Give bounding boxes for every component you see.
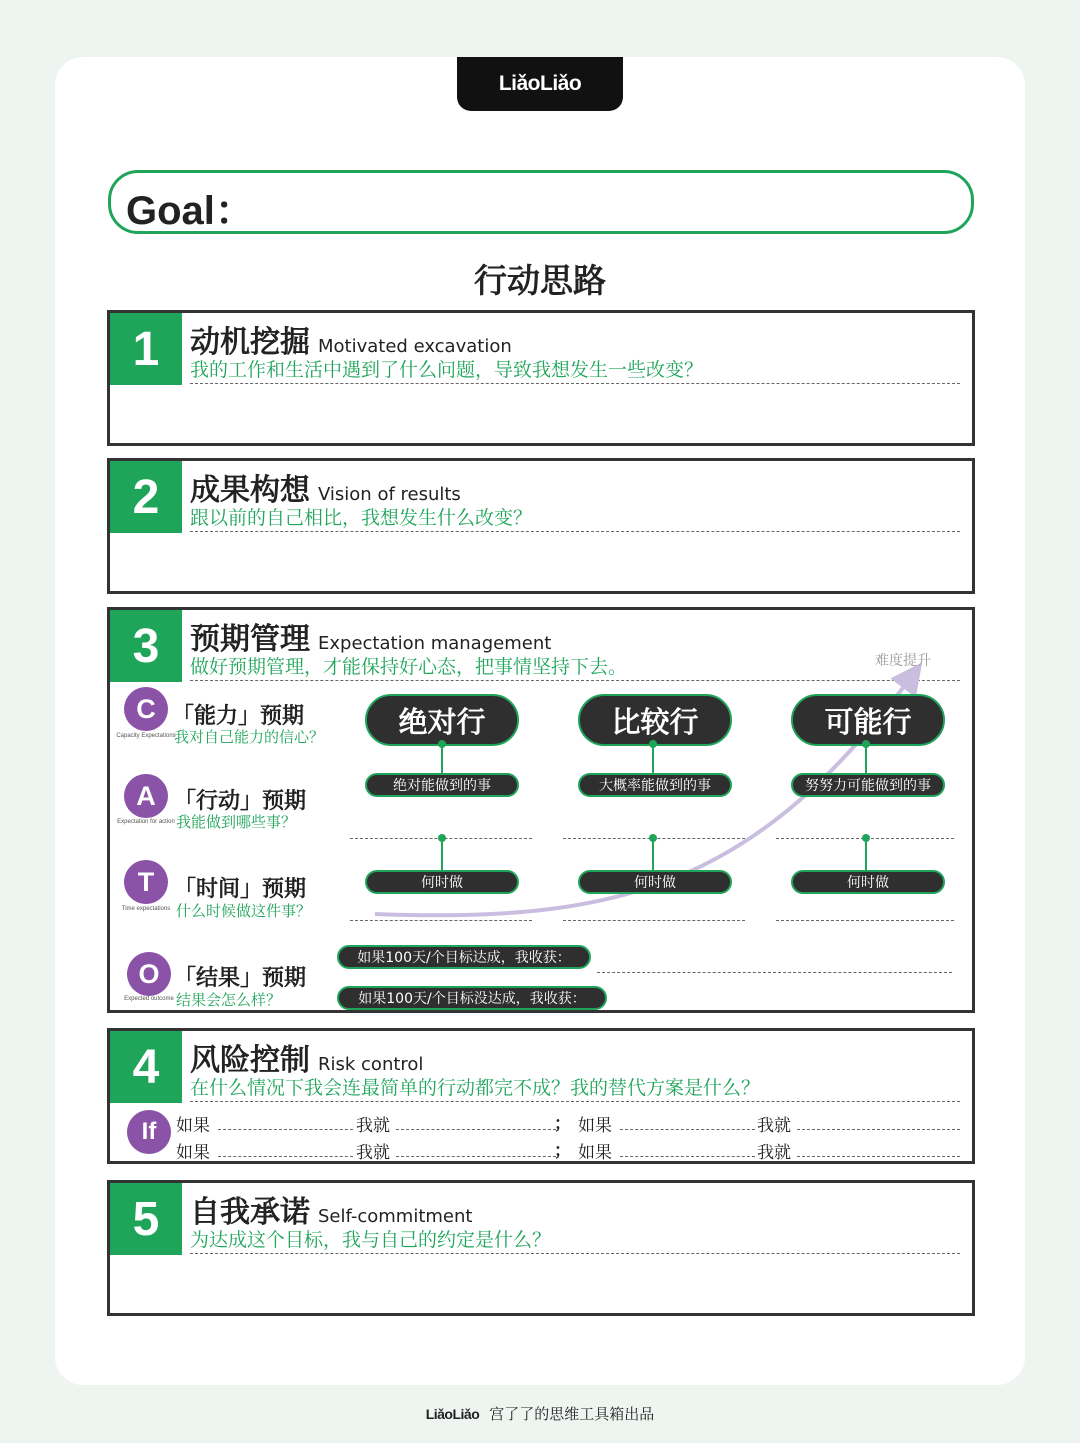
then-label: 我就	[757, 1116, 791, 1136]
level-possible-button[interactable]: 可能行	[791, 694, 945, 746]
section-question: 跟以前的自己相比，我想发生什么改变？	[190, 507, 533, 529]
section-title-en: Expectation management	[318, 633, 552, 654]
connector	[652, 838, 654, 873]
connector	[441, 838, 443, 873]
section-title-en: Risk control	[318, 1054, 424, 1075]
footer-logo: LiǎoLiǎo	[425, 1406, 480, 1422]
section-title-en: Motivated excavation	[318, 336, 512, 357]
section-number: 5	[110, 1183, 182, 1255]
page-title: 行动思路	[474, 261, 606, 300]
if-badge-icon: If	[127, 1110, 171, 1154]
outcome-success-line[interactable]	[597, 972, 952, 973]
expectation-title: 「能力」预期	[172, 704, 305, 729]
badge-caption: Expectation for action	[117, 819, 175, 825]
section-title-cn: 成果构想	[190, 473, 310, 508]
section-question: 在什么情况下我会连最简单的行动都完不成？我的替代方案是什么？	[190, 1077, 761, 1099]
expectation-title: 「结果」预期	[174, 966, 307, 991]
connector-dot	[438, 740, 446, 748]
section-expectation	[107, 607, 975, 1013]
if-blank[interactable]	[218, 1129, 353, 1130]
footer	[0, 1403, 1080, 1424]
then-label: 我就	[356, 1116, 390, 1136]
then-blank[interactable]	[396, 1156, 556, 1157]
connector	[865, 746, 867, 776]
badge-caption: Expected outcome	[124, 996, 174, 1002]
section-question: 我的工作和生活中遇到了什么问题，导致我想发生一些改变？	[190, 359, 704, 381]
section-title-cn: 风险控制	[190, 1043, 310, 1078]
time-pill: 何时做	[578, 870, 732, 894]
badge-caption: Time expectations	[121, 906, 171, 912]
answer-line[interactable]	[190, 531, 960, 532]
time-badge-icon: T	[124, 860, 168, 904]
section-title-cn: 预期管理	[190, 622, 310, 657]
badge-caption: Capacity Expectations	[116, 733, 176, 739]
expectation-title: 「行动」预期	[174, 789, 307, 814]
if-label: 如果	[578, 1116, 612, 1136]
action-badge-icon: A	[124, 774, 168, 818]
expectation-sub: 我对自己能力的信心？	[174, 728, 325, 746]
answer-line[interactable]	[190, 1253, 960, 1254]
level-absolute-button[interactable]: 绝对行	[365, 694, 519, 746]
goal-label: Goal：	[126, 189, 255, 233]
action-pill: 大概率能做到的事	[578, 773, 732, 797]
section-commitment	[107, 1180, 975, 1316]
section-vision	[107, 458, 975, 594]
then-blank[interactable]	[797, 1156, 960, 1157]
outcome-badge-icon: O	[127, 952, 171, 996]
level-likely-button[interactable]: 比较行	[578, 694, 732, 746]
difficulty-label: 难度提升	[875, 653, 931, 669]
brand-logo: LiǎoLiǎo	[457, 57, 623, 111]
separator: ；	[554, 1141, 571, 1161]
answer-line[interactable]	[190, 383, 960, 384]
section-title-cn: 自我承诺	[190, 1195, 310, 1230]
section-number: 4	[110, 1031, 182, 1103]
then-blank[interactable]	[396, 1129, 556, 1130]
if-blank[interactable]	[620, 1129, 755, 1130]
section-question: 为达成这个目标，我与自己的约定是什么？	[190, 1229, 552, 1251]
then-blank[interactable]	[797, 1129, 960, 1130]
connector	[865, 838, 867, 873]
connector	[652, 746, 654, 776]
section-risk	[107, 1028, 975, 1164]
section-title-cn: 动机挖掘	[190, 325, 310, 360]
if-label: 如果	[176, 1143, 210, 1163]
connector	[441, 746, 443, 776]
connector-dot	[862, 740, 870, 748]
capacity-badge-icon: C	[124, 687, 168, 731]
expectation-sub: 结果会怎么样？	[176, 991, 282, 1009]
time-line[interactable]	[563, 920, 745, 921]
if-label: 如果	[578, 1143, 612, 1163]
then-label: 我就	[757, 1143, 791, 1163]
action-pill: 努努力可能做到的事	[791, 773, 945, 797]
if-label: 如果	[176, 1116, 210, 1136]
if-blank[interactable]	[218, 1156, 353, 1157]
section-number: 1	[110, 313, 182, 385]
expectation-title: 「时间」预期	[174, 877, 307, 902]
time-line[interactable]	[350, 920, 532, 921]
section-number: 3	[110, 610, 182, 682]
footer-text: 宫了了的思维工具箱出品	[489, 1405, 655, 1423]
section-motivation	[107, 310, 975, 446]
section-question: 做好预期管理，才能保持好心态，把事情坚持下去。	[190, 656, 628, 678]
then-label: 我就	[356, 1143, 390, 1163]
section-title-en: Vision of results	[318, 484, 461, 505]
separator: ；	[554, 1114, 571, 1134]
outcome-fail-pill: 如果100天/个目标没达成，我收获：	[337, 986, 607, 1010]
outcome-success-pill: 如果100天/个目标达成，我收获：	[337, 945, 591, 969]
time-pill: 何时做	[791, 870, 945, 894]
time-pill: 何时做	[365, 870, 519, 894]
expectation-sub: 我能做到哪些事？	[176, 813, 297, 831]
goal-field[interactable]	[108, 170, 974, 234]
section-title-en: Self-commitment	[318, 1206, 473, 1227]
connector-dot	[649, 740, 657, 748]
time-line[interactable]	[776, 920, 954, 921]
action-pill: 绝对能做到的事	[365, 773, 519, 797]
divider-line	[190, 1101, 960, 1102]
expectation-sub: 什么时候做这件事？	[176, 902, 312, 920]
section-number: 2	[110, 461, 182, 533]
if-blank[interactable]	[620, 1156, 755, 1157]
